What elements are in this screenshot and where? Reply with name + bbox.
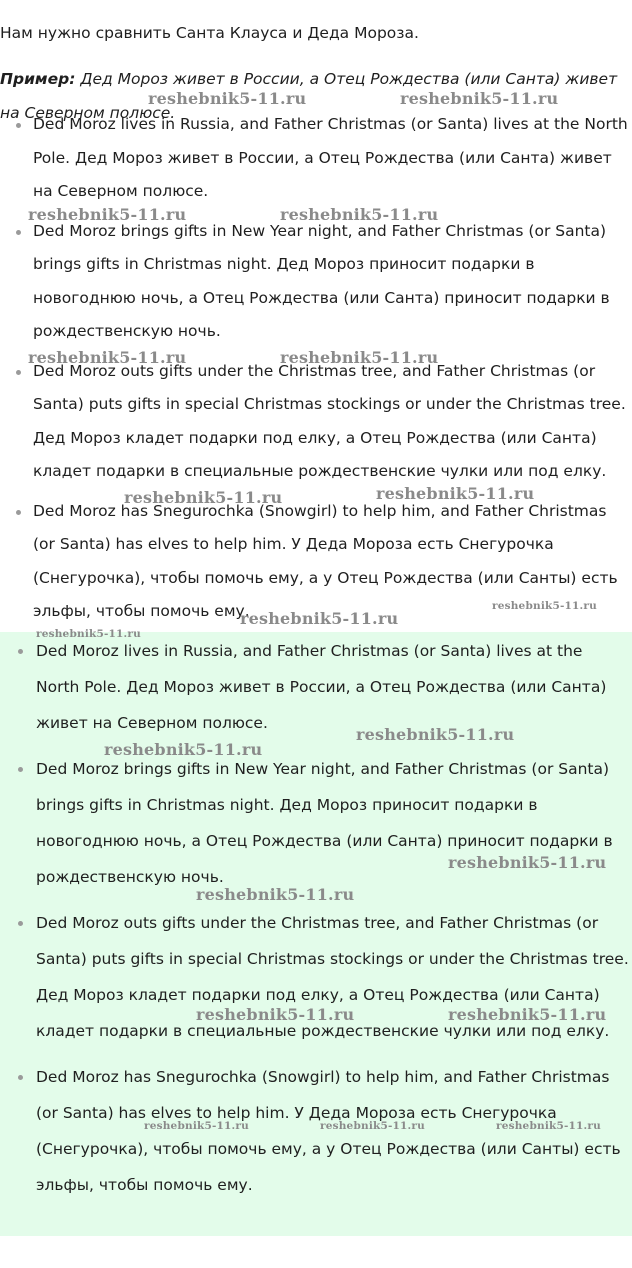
- answer-list: [0, 108, 632, 629]
- watermark: reshebnik5-11.ru: [196, 1005, 355, 1024]
- list-item: Ded Moroz has Snegurochka (Snowgirl) to help him, and Father Christmas (or Santa) has elves to help him. У Деда Мороза есть Снегурочка (Снегурочка), чтобы помочь ему, а у Отец Рождества (или Санты) есть эльфы, чтобы помочь ему.: [0, 1059, 632, 1203]
- watermark: reshebnik5-11.ru: [124, 488, 283, 507]
- list-item: Ded Moroz outs gifts under the Christmas tree, and Father Christmas (or Santa) puts gifts in special Christmas stockings or under the Christmas tree. Дед Мороз кладет подарки под елку, а Отец Рождества (или Санта) кладет подарки в специальные рождественские чулки или под елку.: [0, 905, 632, 1049]
- list-item: Ded Moroz outs gifts under the Christmas tree, and Father Christmas (or Santa) puts gifts in special Christmas stockings or under the Christmas tree. Дед Мороз кладет подарки под елку, а Отец Рождества (или Санта) кладет подарки в специальные рождественские чулки или под елку.: [0, 355, 632, 489]
- watermark: reshebnik5-11.ru: [144, 1120, 249, 1132]
- example-label: Пример:: [0, 69, 76, 88]
- watermark: reshebnik5-11.ru: [400, 89, 559, 108]
- example-text: Дед Мороз живет в России, а Отец Рождества (или Санта) живет на Северном полюсе.: [0, 69, 618, 122]
- watermark: reshebnik5-11.ru: [28, 348, 187, 367]
- list-item: Ded Moroz lives in Russia, and Father Christmas (or Santa) lives at the North Pole. Дед Мороз живет в России, а Отец Рождества (или Санта) живет на Северном полюсе.: [0, 633, 632, 741]
- watermark: reshebnik5-11.ru: [28, 205, 187, 224]
- watermark: reshebnik5-11.ru: [240, 609, 399, 628]
- highlighted-answer-list: [0, 633, 632, 1203]
- watermark: reshebnik5-11.ru: [496, 1120, 601, 1132]
- watermark: reshebnik5-11.ru: [320, 1120, 425, 1132]
- watermark: reshebnik5-11.ru: [280, 348, 439, 367]
- watermark: reshebnik5-11.ru: [376, 484, 535, 503]
- watermark: reshebnik5-11.ru: [104, 740, 263, 759]
- watermark: reshebnik5-11.ru: [492, 600, 597, 612]
- list-item: Ded Moroz has Snegurochka (Snowgirl) to help him, and Father Christmas (or Santa) has elves to help him. У Деда Мороза есть Снегурочка (Снегурочка), чтобы помочь ему, а у Отец Рождества (или Санты) есть эльфы, чтобы помочь ему.: [0, 495, 632, 629]
- list-item: Ded Moroz brings gifts in New Year night, and Father Christmas (or Santa) brings gifts in Christmas night. Дед Мороз приносит подарки в новогоднюю ночь, а Отец Рождества (или Санта) приносит подарки в рождественскую ночь.: [0, 751, 632, 895]
- watermark: reshebnik5-11.ru: [196, 885, 355, 904]
- watermark: reshebnik5-11.ru: [148, 89, 307, 108]
- list-item: Ded Moroz brings gifts in New Year night, and Father Christmas (or Santa) brings gifts in Christmas night. Дед Мороз приносит подарки в новогоднюю ночь, а Отец Рождества (или Санта) приносит подарки в рождественскую ночь.: [0, 215, 632, 349]
- watermark: reshebnik5-11.ru: [448, 1005, 607, 1024]
- list-item: Ded Moroz lives in Russia, and Father Christmas (or Santa) lives at the North Pole. Дед Мороз живет в России, а Отец Рождества (или Санта) живет на Северном полюсе.: [0, 108, 632, 209]
- watermark: reshebnik5-11.ru: [36, 628, 141, 640]
- watermark: reshebnik5-11.ru: [448, 853, 607, 872]
- watermark: reshebnik5-11.ru: [280, 205, 439, 224]
- watermark: reshebnik5-11.ru: [356, 725, 515, 744]
- intro-text: Нам нужно сравнить Санта Клауса и Деда Мороза.: [0, 23, 419, 42]
